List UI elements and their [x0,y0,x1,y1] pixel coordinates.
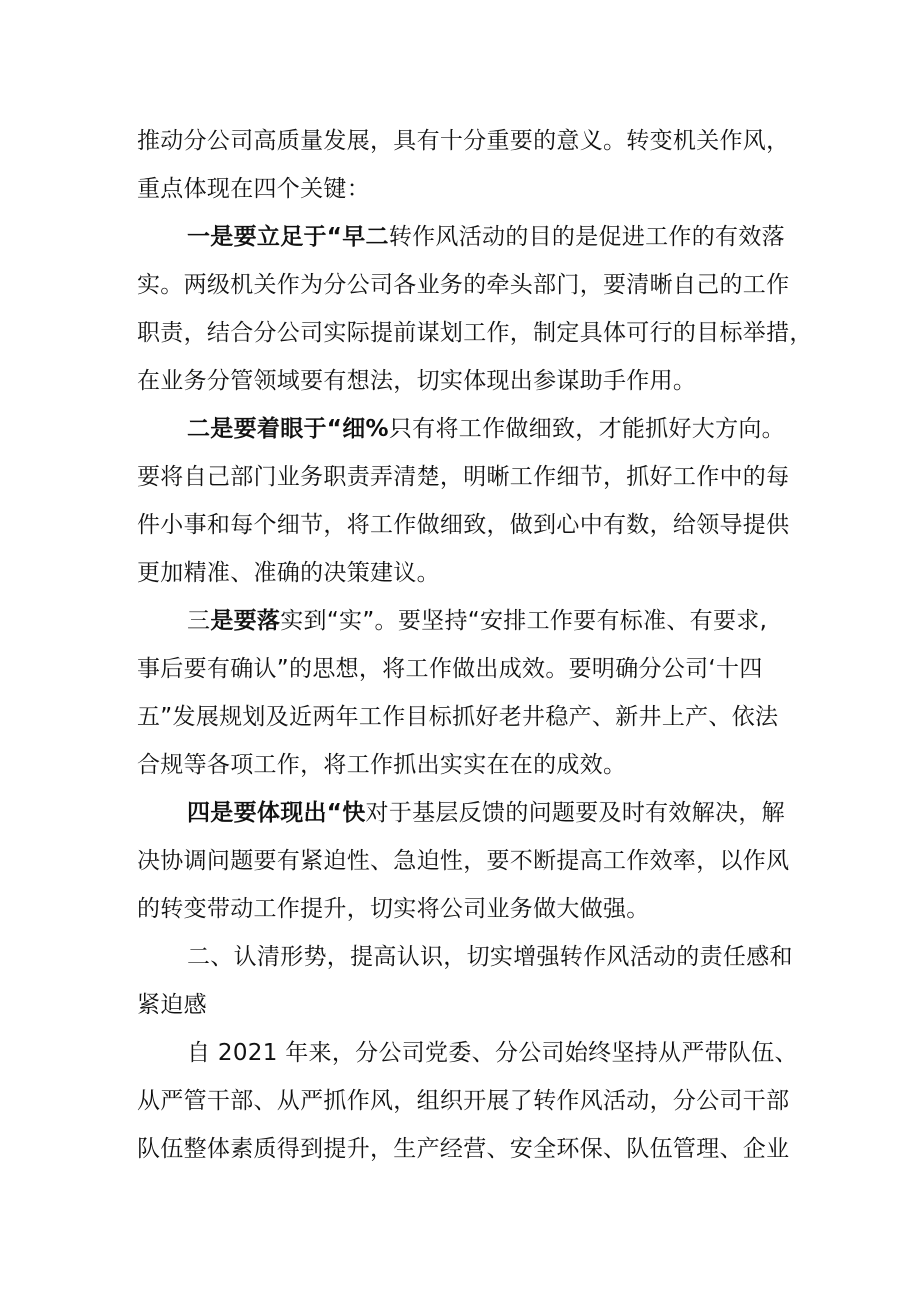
paragraph-line [137,1125,797,1173]
paragraph-line [137,117,797,165]
line-text: 对于基层反馈的问题要及时有效解决，解 [365,800,785,826]
line-text: 只有将工作做细致，才能抓好大方向。 [388,416,785,442]
line-text: 要将自己部门业务职责弄清楚，明晰工作细节，抓好工作中的每 [137,464,790,490]
point-heading-prefix: 三 [187,608,211,634]
point-heading: 一是要立足于“早二 [187,224,389,250]
line-text: 五”发展规划及近两年工作目标抓好老井稳产、新井上产、依法 [137,704,779,730]
line-text: 队伍整体素质得到提升，生产经营、安全环保、队伍管理、企业 [137,1136,790,1162]
paragraph-line [137,501,797,549]
paragraph-line [137,741,797,789]
line-text: 合规等各项工作，将工作抓出实实在在的成效。 [137,752,627,778]
line-text: 实。两级机关作为分公司各业务的牵头部门，要清晰自己的工作 [137,272,790,298]
line-text: 更加精准、准确的决策建议。 [137,560,440,586]
point-heading: 是要落 [210,608,281,634]
line-text: 在业务分管领域要有想法，切实体现出参谋助手作用。 [137,368,697,394]
paragraph-line [137,693,797,741]
paragraph-line [137,645,797,693]
line-text: 自 2021 年来，分公司党委、分公司始终坚持从严带队伍、 [187,1040,798,1066]
line-text: 件小事和每个细节，将工作做细致，做到心中有数，给领导提供 [137,512,790,538]
point-heading: 四是要体现出“快 [187,800,366,826]
paragraph-line [137,357,797,405]
paragraph-line-point-2 [137,405,797,453]
paragraph-line [137,1029,797,1077]
line-text: 从严管干部、从严抓作风，组织开展了转作风活动，分公司干部 [137,1088,790,1114]
paragraph-line [137,1077,797,1125]
paragraph-line-point-3 [137,597,797,645]
paragraph-line [137,453,797,501]
point-heading: 二是要着眼于“细% [187,416,389,442]
paragraph-line [137,165,797,213]
paragraph-line [137,261,797,309]
paragraph-line [137,549,797,597]
line-text: 事后要有确认”的思想，将工作做出成效。要明确分公司‘十四 [137,656,763,682]
section-heading-text: 紧迫感 [137,992,207,1018]
paragraph-line [137,309,813,357]
line-text: 重点体现在四个关键： [137,176,370,202]
paragraph-line-point-1 [137,213,797,261]
paragraph-line [137,837,797,885]
line-text: 决协调问题要有紧迫性、急迫性，要不断提高工作效率，以作风 [137,848,790,874]
section-heading-line [137,981,797,1029]
paragraph-line [137,885,797,933]
line-text: 推动分公司高质量发展，具有十分重要的意义。转变机关作风， [137,128,790,154]
line-text: 职责，结合分公司实际提前谋划工作，制定具体可行的目标举措， [137,320,813,346]
paragraph-line-point-4 [137,789,797,837]
line-text: 实到“实”。要坚持“安排工作要有标准、有要求, [280,608,768,634]
section-heading-text: 二、认清形势，提高认识，切实增强转作风活动的责任感和 [187,944,793,970]
line-text: 转作风活动的目的是促进工作的有效落 [388,224,785,250]
document-body [137,117,813,1173]
line-text: 的转变带动工作提升，切实将公司业务做大做强。 [137,896,650,922]
section-heading-line [137,933,797,981]
